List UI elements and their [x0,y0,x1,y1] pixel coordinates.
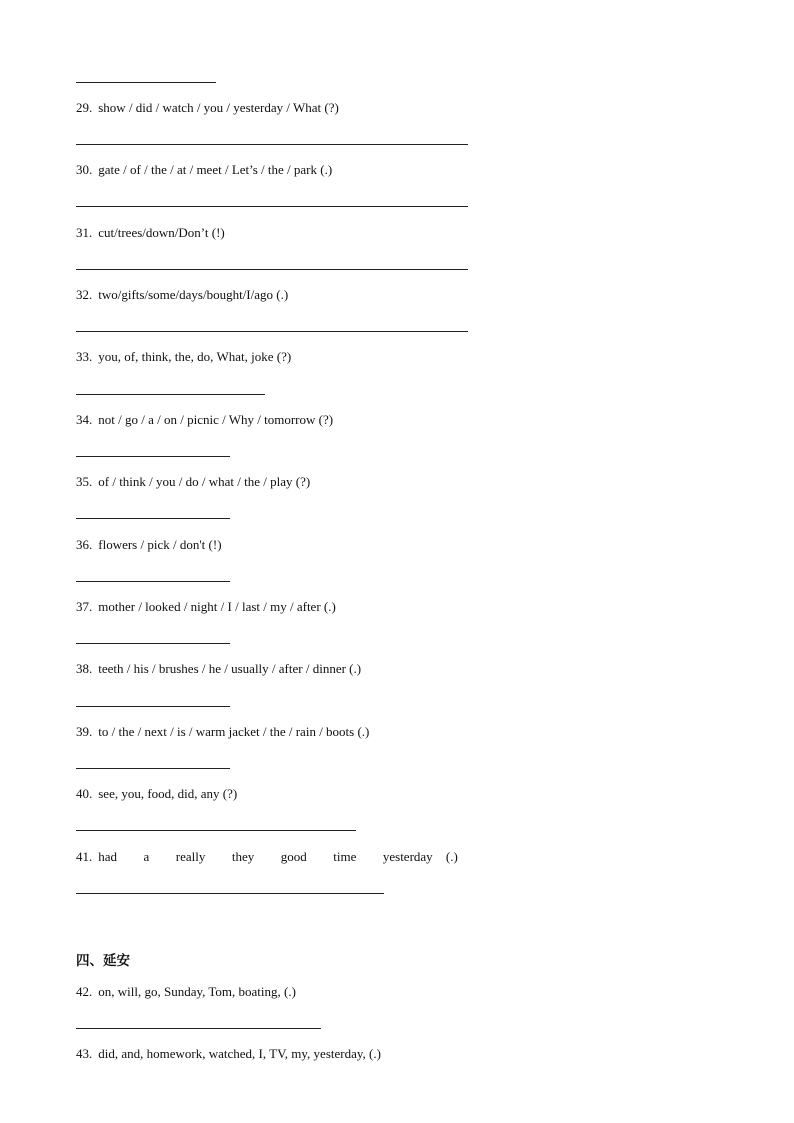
question-number: 41. [76,849,93,864]
answer-line[interactable] [76,518,230,519]
question-text: on, will, go, Sunday, Tom, boating, (.) [98,984,296,999]
question-number: 32. [76,287,93,302]
answer-line[interactable] [76,456,230,457]
question-text: you, of, think, the, do, What, joke (?) [98,349,292,364]
question-text: did, and, homework, watched, I, TV, my, yesterday, (.) [98,1046,381,1061]
answer-line[interactable] [76,893,384,894]
question-41 [76,849,458,865]
question-38 [76,661,361,677]
question-text: see, you, food, did, any (?) [98,786,238,801]
answer-line[interactable] [76,394,265,395]
answer-line[interactable] [76,206,468,207]
question-29 [76,100,339,116]
question-text: show / did / watch / you / yesterday / What (?) [98,100,339,115]
answer-line[interactable] [76,706,230,707]
question-text: two/gifts/some/days/bought/I/ago (.) [98,287,289,302]
question-33 [76,349,291,365]
question-43 [76,1046,381,1062]
question-32 [76,287,288,303]
question-number: 36. [76,537,93,552]
question-number: 31. [76,225,93,240]
question-text: to / the / next / is / warm jacket / the / rain / boots (.) [98,724,370,739]
question-number: 35. [76,474,93,489]
answer-line[interactable] [76,768,230,769]
question-35 [76,474,310,490]
question-37 [76,599,336,615]
question-number: 42. [76,984,93,999]
question-text: gate / of / the / at / meet / Let’s / the / park (.) [98,162,333,177]
answer-line[interactable] [76,269,468,270]
question-text: not / go / a / on / picnic / Why / tomorrow (?) [98,412,334,427]
answer-line[interactable] [76,581,230,582]
question-number: 34. [76,412,93,427]
question-34 [76,412,333,428]
question-text: had a really they good time yesterday (.) [98,849,458,864]
question-number: 40. [76,786,93,801]
answer-line[interactable] [76,830,356,831]
question-number: 43. [76,1046,93,1061]
question-number: 29. [76,100,93,115]
question-40 [76,786,237,802]
question-text: mother / looked / night / I / last / my / after (.) [98,599,336,614]
answer-line[interactable] [76,643,230,644]
question-39 [76,724,369,740]
answer-line[interactable] [76,331,468,332]
question-42 [76,984,296,1000]
question-31 [76,225,225,241]
question-number: 39. [76,724,93,739]
answer-line[interactable] [76,82,216,83]
question-36 [76,537,222,553]
answer-line[interactable] [76,1028,321,1029]
question-text: flowers / pick / don't (!) [98,537,222,552]
question-number: 30. [76,162,93,177]
answer-line[interactable] [76,144,468,145]
question-text: teeth / his / brushes / he / usually / after / dinner (.) [98,661,362,676]
question-text: cut/trees/down/Don’t (!) [98,225,225,240]
question-number: 33. [76,349,93,364]
question-number: 38. [76,661,93,676]
question-text: of / think / you / do / what / the / play (?) [98,474,311,489]
question-30 [76,162,332,178]
question-number: 37. [76,599,93,614]
section-heading: 四、延安 [76,953,130,969]
